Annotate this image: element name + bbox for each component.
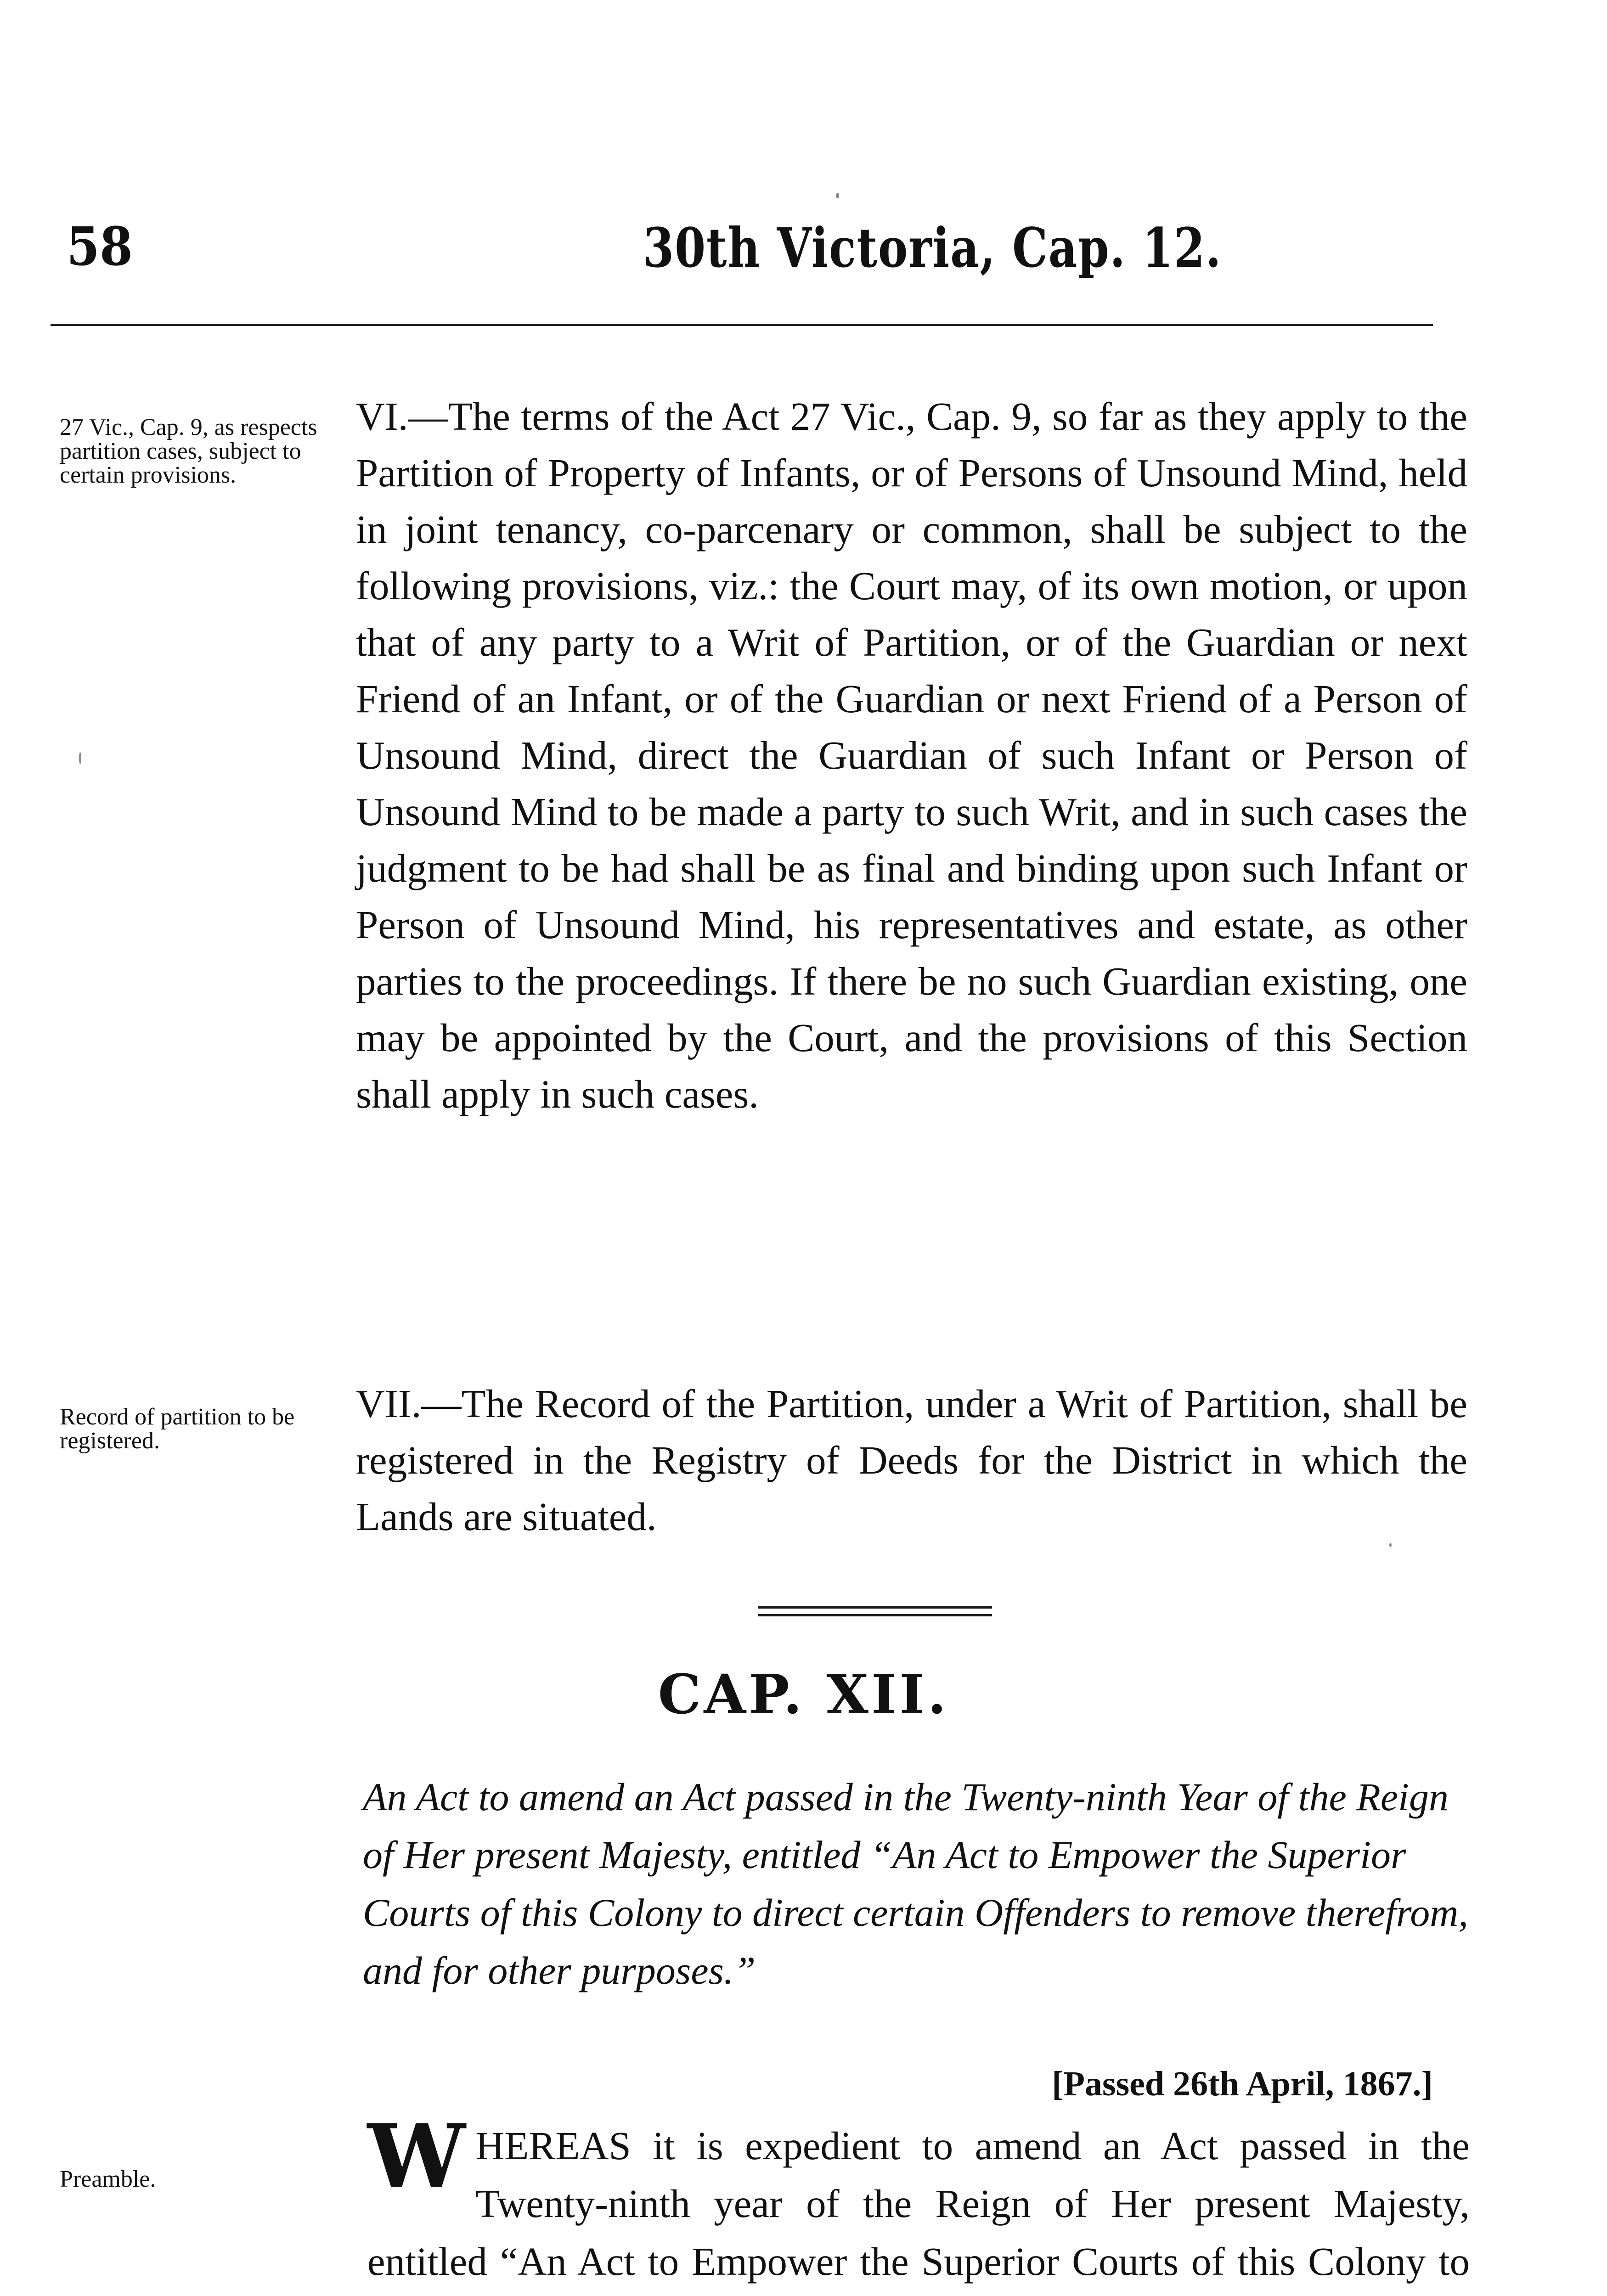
header-rule	[51, 324, 1433, 326]
preamble-text-block	[367, 2105, 1470, 2296]
drop-cap: W	[367, 2105, 466, 2207]
paper-speck	[79, 752, 81, 764]
margin-note-section-vii: Record of partition to be registered.	[60, 1404, 295, 1454]
long-title-text: An Act to amend an Act passed in the Twenty-ninth Year of the Reign of Her present Majesty, entitled “An Act to Empower the Superior Courts of this Colony to direct certain Offenders to remove therefrom, and for other purposes.”	[363, 1775, 1468, 1992]
page-number: 58	[67, 216, 133, 278]
preamble-text: HEREAS it is expedient to amend an Act passed in the Twenty-ninth year of the Reign of Her present Majesty, entitled “An Act to Empower the Superior Courts of this Colony to	[367, 2123, 1470, 2284]
margin-note-preamble: Preamble.	[60, 2166, 156, 2192]
chapter-long-title	[363, 1768, 1470, 1999]
section-divider-top	[758, 1606, 992, 1609]
section-vii-text: VII.—The Record of the Partition, under a Writ of Partition, shall be registered in the Registry of Deeds for the District in which the Lands are situated.	[356, 1381, 1467, 1539]
running-title: 30th Victoria, Cap. 12.	[643, 216, 1222, 280]
margin-note-section-vi: 27 Vic., Cap. 9, as respects partition cases, subject to certain provisions.	[60, 414, 317, 488]
chapter-heading: CAP. XII.	[658, 1662, 949, 1726]
paper-speck	[836, 193, 839, 198]
passed-date: [Passed 26th April, 1867.]	[1052, 2065, 1433, 2103]
section-divider-bottom	[758, 1614, 992, 1616]
paper-speck	[1389, 1543, 1392, 1547]
section-vi-text: VI.—The terms of the Act 27 Vic., Cap. 9, so far as they apply to the Partition of Property of Infants, or of Persons of Unsound Mind, held in joint tenancy, co-parcenary or common, shall be subject to the following provisions, viz.: the Court may, of its own motion, or upon that of any party to a Writ of Partition, or of the Guardian or next Friend of an Infant, or of the Guardian or next Friend of a Person of Unsound Mind, direct the Guardian of such Infant or Person of Unsound Mind to be made a party to such Writ, and in such cases the judgment to be had shall be as final and binding upon such Infant or Person of Unsound Mind, his representatives and estate, as other parties to the proceedings. If there be no such Guardian existing, one may be appointed by the Court, and the provisions of this Section shall apply in such cases.	[356, 394, 1467, 1116]
